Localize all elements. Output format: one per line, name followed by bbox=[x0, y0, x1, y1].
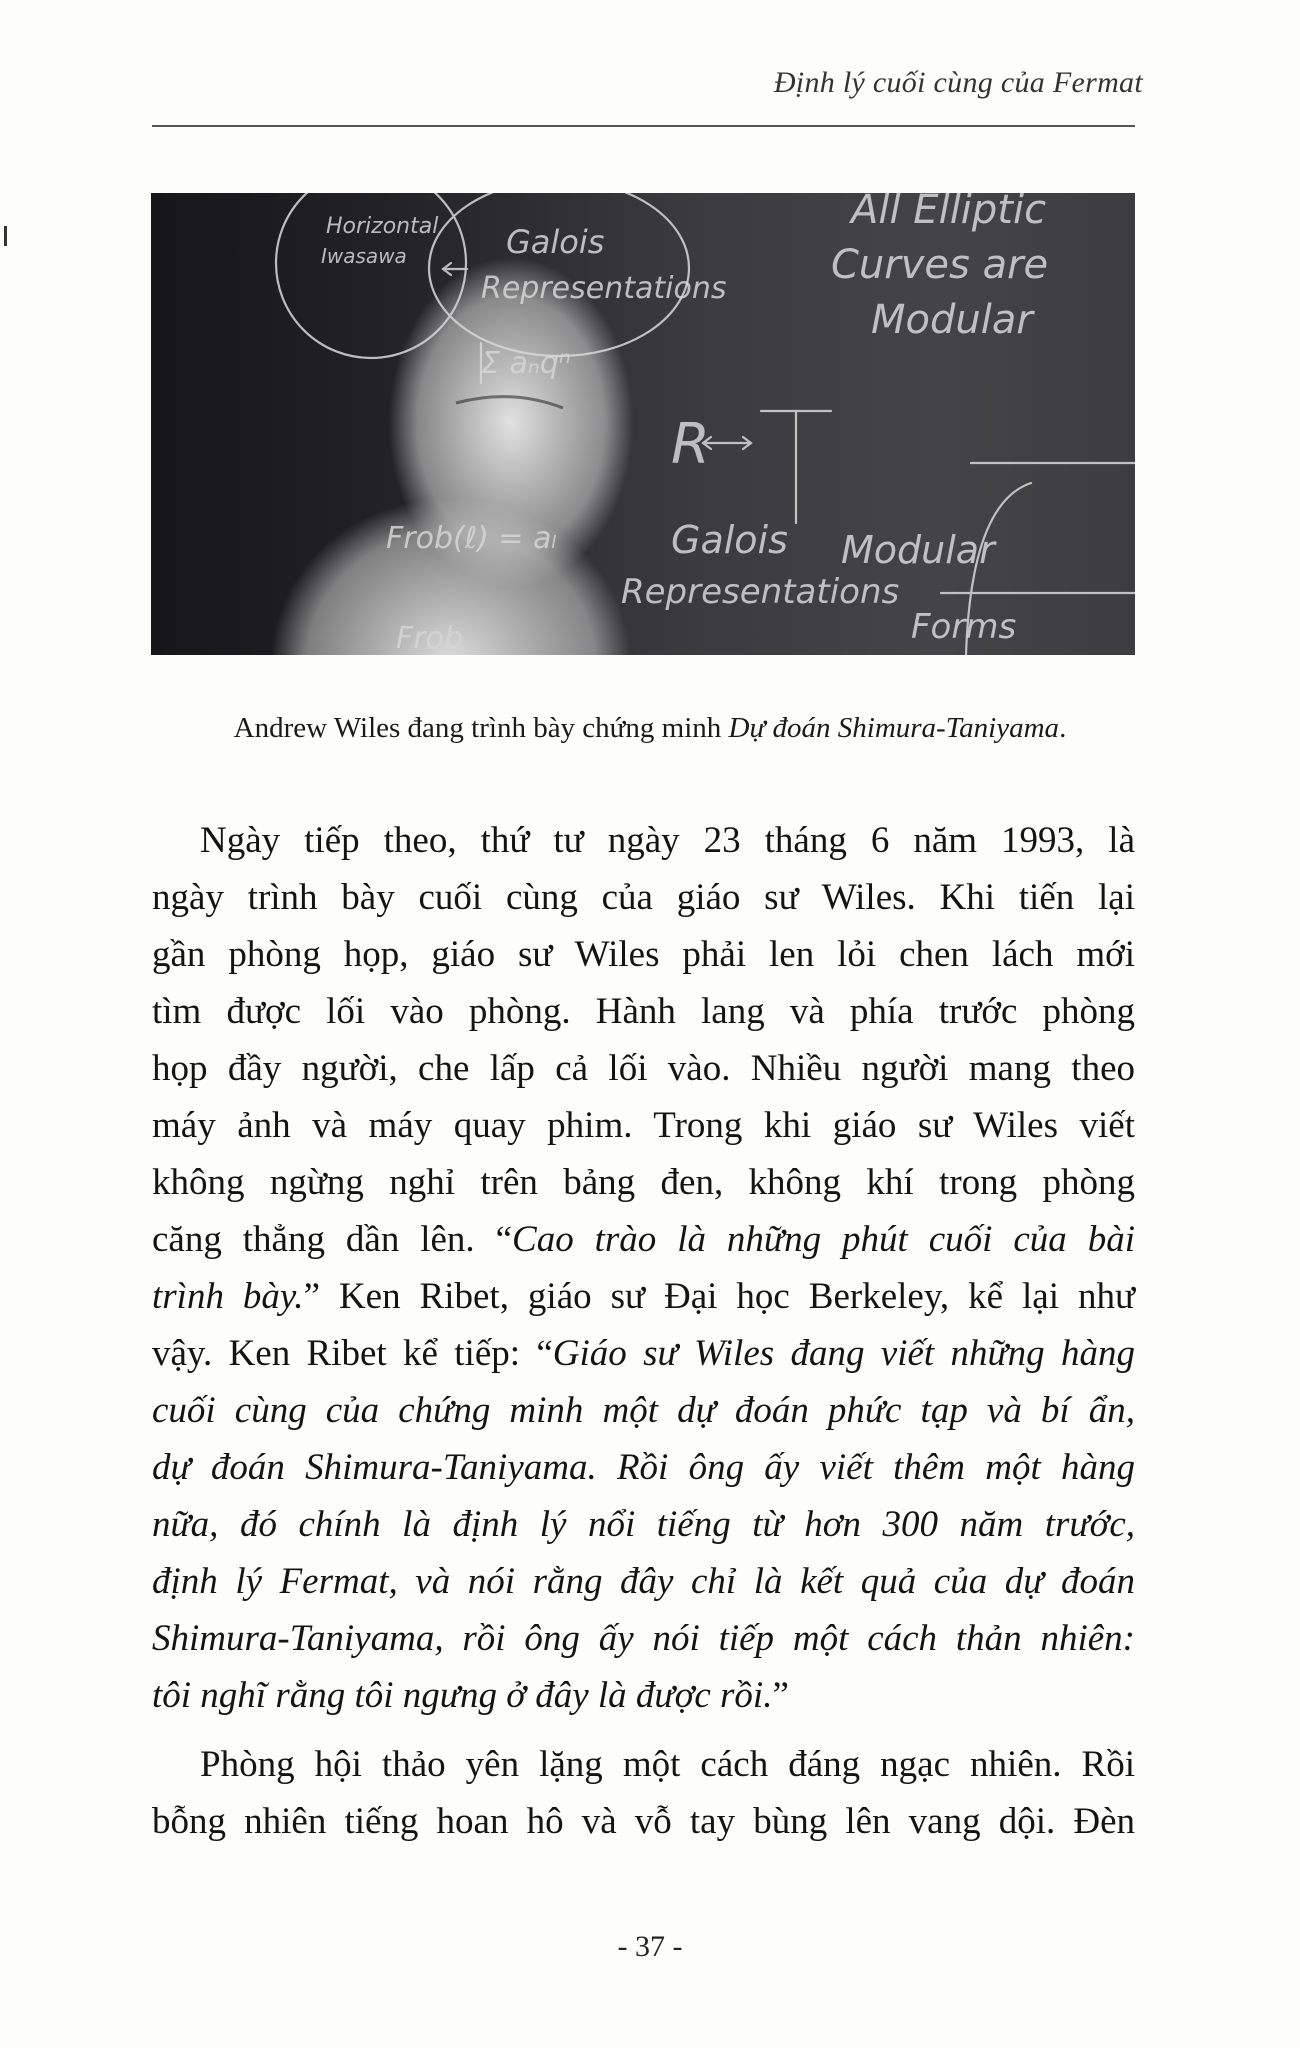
svg-text:Iwasawa: Iwasawa bbox=[321, 244, 407, 268]
figure-caption bbox=[0, 712, 1300, 745]
quote-text: Giáo sư Wiles đang viết những hàng bbox=[552, 1333, 1135, 1374]
quote-line: nữa, đó chính là định lý nổi tiếng từ hơn 300 năm trước, bbox=[152, 1504, 1135, 1545]
quote-line: dự đoán Shimura-Taniyama. Rồi ông ấy viết thêm một hàng bbox=[152, 1447, 1135, 1488]
svg-text:Forms: Forms bbox=[911, 607, 1017, 647]
paragraph-line: máy ảnh và máy quay phim. Trong khi giáo sư Wiles viết bbox=[152, 1105, 1135, 1146]
quote-line bbox=[152, 1667, 1135, 1724]
text-run: ” Ken Ribet, giáo sư Đại học Berkeley, kể lại như bbox=[303, 1276, 1136, 1317]
paragraph-line bbox=[152, 1325, 1135, 1382]
paragraph-line bbox=[152, 1268, 1135, 1325]
paragraph-line: gần phòng họp, giáo sư Wiles phải len lỏi chen lách mới bbox=[152, 934, 1135, 975]
quote-text: trình bày. bbox=[152, 1276, 304, 1317]
svg-text:Representations: Representations bbox=[481, 271, 727, 306]
svg-text:R: R bbox=[671, 412, 710, 477]
chalkboard-illustration bbox=[151, 193, 1135, 655]
page-number: - 37 - bbox=[617, 1930, 683, 1963]
caption-italic-term: Dự đoán Shimura-Taniyama bbox=[728, 712, 1060, 744]
paragraph-line: tìm được lối vào phòng. Hành lang và phía trước phòng bbox=[152, 991, 1135, 1032]
closing-quote: ” bbox=[772, 1675, 789, 1716]
svg-text:All Elliptic: All Elliptic bbox=[851, 193, 1047, 233]
caption-end: . bbox=[1059, 712, 1067, 744]
paragraph-gap bbox=[152, 1724, 1135, 1736]
quote-line: định lý Fermat, và nói rằng đây chỉ là kết quả của dự đoán bbox=[152, 1561, 1135, 1602]
quote-line: cuối cùng của chứng minh một dự đoán phức tạp và bí ẩn, bbox=[152, 1390, 1135, 1431]
quote-text: Cao trào là những phút cuối của bài bbox=[512, 1219, 1135, 1260]
body-text bbox=[152, 812, 1135, 1850]
header-divider bbox=[152, 125, 1135, 127]
svg-text:Representations: Representations bbox=[621, 572, 900, 612]
paragraph-line: Phòng hội thảo yên lặng một cách đáng ngạc nhiên. Rồi bbox=[200, 1744, 1135, 1785]
paragraph-line: bỗng nhiên tiếng hoan hô và vỗ tay bùng lên vang dội. Đèn bbox=[152, 1801, 1135, 1842]
svg-text:Σ aₙqⁿ: Σ aₙqⁿ bbox=[481, 346, 571, 381]
svg-text:Modular: Modular bbox=[841, 528, 995, 572]
svg-text:Galois: Galois bbox=[506, 223, 605, 261]
paragraph-line bbox=[152, 1211, 1135, 1268]
paragraph-line: Ngày tiếp theo, thứ tư ngày 23 tháng 6 năm 1993, là bbox=[200, 820, 1135, 861]
text-run: vậy. Ken Ribet kể tiếp: “ bbox=[152, 1333, 553, 1374]
quote-text: tôi nghĩ rằng tôi ngưng ở đây là được rồi. bbox=[152, 1675, 773, 1716]
quote-line: Shimura-Taniyama, rồi ông ấy nói tiếp một cách thản nhiên: bbox=[152, 1618, 1135, 1659]
svg-text:Horizontal: Horizontal bbox=[326, 214, 439, 239]
svg-text:Galois: Galois bbox=[671, 518, 788, 562]
svg-text:Modular: Modular bbox=[871, 297, 1033, 343]
svg-text:Frob(ℓ) = aₗ: Frob(ℓ) = aₗ bbox=[386, 521, 557, 556]
running-header-title: Định lý cuối cùng của Fermat bbox=[773, 66, 1143, 99]
figure-photo-andrew-wiles bbox=[151, 193, 1135, 655]
paragraph-line: không ngừng nghỉ trên bảng đen, không khí trong phòng bbox=[152, 1162, 1135, 1203]
caption-text: Andrew Wiles đang trình bày chứng minh bbox=[233, 712, 729, 744]
svg-text:Curves are: Curves are bbox=[831, 242, 1049, 288]
svg-text:Frob: Frob bbox=[396, 621, 463, 655]
text-run: căng thẳng dần lên. “ bbox=[152, 1219, 513, 1260]
paragraph-line: họp đầy người, che lấp cả lối vào. Nhiều người mang theo bbox=[152, 1048, 1135, 1089]
scan-edge-mark bbox=[4, 226, 7, 246]
paragraph-line: ngày trình bày cuối cùng của giáo sư Wiles. Khi tiến lại bbox=[152, 877, 1135, 918]
